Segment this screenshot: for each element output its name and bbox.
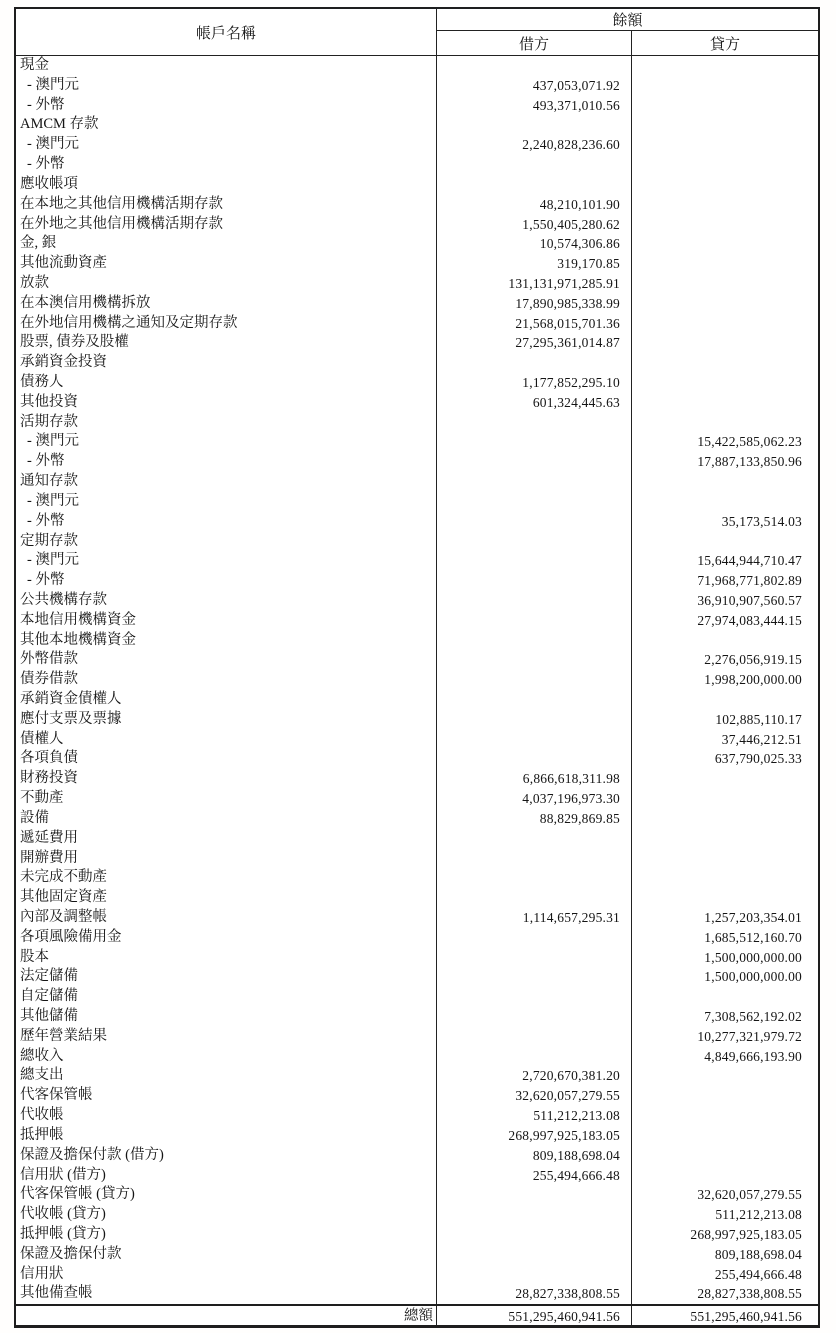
table-row	[16, 512, 818, 532]
account-name-cell: 設備	[16, 809, 437, 829]
debit-value-cell	[437, 1007, 632, 1027]
debit-value-cell: 511,212,213.08	[437, 1106, 632, 1126]
table-row	[16, 631, 818, 651]
credit-value-cell	[632, 175, 818, 195]
credit-value-cell	[632, 333, 818, 353]
account-name-cell: 承銷資金投資	[16, 353, 437, 373]
table-header	[16, 9, 818, 56]
account-name-cell: 在本澳信用機構拆放	[16, 294, 437, 314]
debit-value-cell	[437, 967, 632, 987]
debit-value-cell	[437, 512, 632, 532]
account-name-cell: 抵押帳	[16, 1126, 437, 1146]
credit-value-cell	[632, 1166, 818, 1186]
debit-value-cell	[437, 492, 632, 512]
table-row	[16, 908, 818, 928]
credit-value-cell	[632, 987, 818, 1007]
total-debit-value: 551,295,460,941.56	[437, 1306, 632, 1325]
debit-value-cell	[437, 1245, 632, 1265]
table-row	[16, 432, 818, 452]
credit-value-cell: 32,620,057,279.55	[697, 1187, 802, 1203]
credit-value-cell	[632, 1146, 818, 1166]
table-row	[16, 1146, 818, 1166]
debit-value-cell: 88,829,869.85	[437, 809, 632, 829]
credit-value-cell	[632, 314, 818, 334]
credit-value-cell: 1,998,200,000.00	[704, 672, 802, 688]
col-header-debit: 借方	[437, 31, 632, 55]
credit-value-cell: 1,500,000,000.00	[704, 969, 802, 985]
credit-value-cell	[632, 809, 818, 829]
credit-value-cell: 36,910,907,560.57	[697, 592, 802, 608]
table-row	[16, 710, 818, 730]
credit-value-cell: 511,212,213.08	[715, 1207, 802, 1223]
debit-value-cell	[437, 611, 632, 631]
account-name-cell: 本地信用機構資金	[16, 611, 437, 631]
debit-value-cell: 601,324,445.63	[437, 393, 632, 413]
table-row	[16, 115, 818, 135]
credit-value-cell: 1,500,000,000.00	[704, 949, 802, 965]
debit-value-cell	[437, 631, 632, 651]
credit-value-cell	[632, 532, 818, 552]
account-name-cell: 總支出	[16, 1066, 437, 1086]
debit-value-cell	[437, 1027, 632, 1047]
debit-value-cell	[437, 532, 632, 552]
account-name-cell: 股票, 債券及股權	[16, 333, 437, 353]
account-name-cell: - 外幣	[16, 96, 437, 116]
debit-value-cell: 255,494,666.48	[437, 1166, 632, 1186]
account-name-cell: - 澳門元	[16, 492, 437, 512]
table-row	[16, 809, 818, 829]
credit-value-cell	[632, 888, 818, 908]
debit-value-cell	[437, 690, 632, 710]
debit-value-cell	[437, 155, 632, 175]
table-row	[16, 1126, 818, 1146]
account-name-cell: 應付支票及票據	[16, 710, 437, 730]
account-name-cell: 財務投資	[16, 769, 437, 789]
credit-value-cell	[632, 56, 818, 76]
account-name-cell: 保證及擔保付款	[16, 1245, 437, 1265]
credit-value-cell	[632, 769, 818, 789]
debit-value-cell	[437, 472, 632, 492]
debit-value-cell	[437, 650, 632, 670]
credit-value-cell	[632, 868, 818, 888]
table-row	[16, 1225, 818, 1245]
credit-value-cell	[632, 492, 818, 512]
account-name-cell: 活期存款	[16, 413, 437, 433]
debit-value-cell: 6,866,618,311.98	[437, 769, 632, 789]
account-name-cell: 金, 銀	[16, 234, 437, 254]
account-name-cell: 法定儲備	[16, 967, 437, 987]
debit-value-cell	[437, 1047, 632, 1067]
table-row	[16, 135, 818, 155]
debit-value-cell	[437, 670, 632, 690]
credit-value-cell	[632, 789, 818, 809]
credit-value-cell: 255,494,666.48	[714, 1266, 802, 1282]
account-name-cell: - 澳門元	[16, 432, 437, 452]
debit-value-cell: 10,574,306.86	[437, 234, 632, 254]
account-name-cell: 遞延費用	[16, 829, 437, 849]
table-row	[16, 373, 818, 393]
table-row	[16, 1086, 818, 1106]
account-name-cell: 通知存款	[16, 472, 437, 492]
credit-value-cell: 4,849,666,193.90	[704, 1048, 802, 1064]
account-name-cell: 其他流動資產	[16, 254, 437, 274]
credit-value-cell: 35,173,514.03	[721, 513, 802, 529]
account-name-cell: - 澳門元	[16, 76, 437, 96]
account-name-cell: 在本地之其他信用機構活期存款	[16, 195, 437, 215]
account-name-cell: 在外地之其他信用機構活期存款	[16, 215, 437, 235]
table-row	[16, 987, 818, 1007]
table-row	[16, 1007, 818, 1027]
table-row	[16, 849, 818, 869]
debit-value-cell: 319,170.85	[437, 254, 632, 274]
debit-value-cell	[437, 413, 632, 433]
account-name-cell: 債權人	[16, 730, 437, 750]
account-name-cell: 外幣借款	[16, 650, 437, 670]
table-row	[16, 551, 818, 571]
credit-value-cell	[632, 631, 818, 651]
table-row	[16, 472, 818, 492]
account-name-cell: 應收帳項	[16, 175, 437, 195]
account-name-cell: 股本	[16, 948, 437, 968]
debit-value-cell	[437, 868, 632, 888]
account-name-cell: 債務人	[16, 373, 437, 393]
credit-value-cell: 268,997,925,183.05	[690, 1226, 802, 1242]
debit-value-cell	[437, 115, 632, 135]
account-name-cell: 定期存款	[16, 532, 437, 552]
table-row	[16, 611, 818, 631]
table-row	[16, 215, 818, 235]
credit-value-cell	[632, 115, 818, 135]
credit-value-cell: 15,644,944,710.47	[697, 553, 802, 569]
account-name-cell: 承銷資金債權人	[16, 690, 437, 710]
debit-value-cell	[437, 1265, 632, 1285]
total-row	[16, 1304, 818, 1325]
table-row	[16, 690, 818, 710]
table-row	[16, 195, 818, 215]
account-name-cell: 現金	[16, 56, 437, 76]
debit-value-cell	[437, 175, 632, 195]
debit-value-cell: 1,177,852,295.10	[437, 373, 632, 393]
credit-value-cell	[632, 829, 818, 849]
table-row	[16, 829, 818, 849]
account-name-cell: 債券借款	[16, 670, 437, 690]
debit-value-cell: 493,371,010.56	[437, 96, 632, 116]
credit-value-cell	[632, 274, 818, 294]
trial-balance-table	[14, 7, 820, 1328]
credit-value-cell: 2,276,056,919.15	[704, 652, 802, 668]
credit-value-cell: 27,974,083,444.15	[697, 612, 802, 628]
account-name-cell: - 澳門元	[16, 135, 437, 155]
account-name-cell: - 澳門元	[16, 551, 437, 571]
debit-value-cell	[437, 928, 632, 948]
account-name-cell: 代收帳 (貸方)	[16, 1205, 437, 1225]
total-credit-value: 551,295,460,941.56	[690, 1309, 802, 1325]
debit-value-cell	[437, 571, 632, 591]
debit-value-cell	[437, 987, 632, 1007]
credit-value-cell	[632, 234, 818, 254]
credit-value-cell: 17,887,133,850.96	[697, 454, 802, 470]
table-row	[16, 670, 818, 690]
credit-value-cell	[632, 294, 818, 314]
account-name-cell: 總收入	[16, 1047, 437, 1067]
table-row	[16, 789, 818, 809]
account-name-cell: - 外幣	[16, 155, 437, 175]
table-row	[16, 56, 818, 76]
table-row	[16, 928, 818, 948]
account-name-cell: 公共機構存款	[16, 591, 437, 611]
debit-value-cell: 48,210,101.90	[437, 195, 632, 215]
debit-value-cell: 28,827,338,808.55	[437, 1284, 632, 1304]
table-row	[16, 769, 818, 789]
account-name-cell: 放款	[16, 274, 437, 294]
table-body	[16, 56, 818, 1304]
table-row	[16, 175, 818, 195]
debit-value-cell: 27,295,361,014.87	[437, 333, 632, 353]
account-name-cell: 未完成不動產	[16, 868, 437, 888]
col-header-account-name: 帳戶名稱	[16, 9, 437, 55]
debit-value-cell: 809,188,698.04	[437, 1146, 632, 1166]
debit-value-cell	[437, 353, 632, 373]
credit-value-cell: 28,827,338,808.55	[697, 1286, 802, 1302]
table-row	[16, 1166, 818, 1186]
debit-value-cell: 21,568,015,701.36	[437, 314, 632, 334]
debit-value-cell: 2,720,670,381.20	[437, 1066, 632, 1086]
table-row	[16, 274, 818, 294]
credit-value-cell: 102,885,110.17	[715, 711, 802, 727]
table-row	[16, 888, 818, 908]
credit-value-cell: 7,308,562,192.02	[704, 1009, 802, 1024]
credit-value-cell	[632, 76, 818, 96]
account-name-cell: 代收帳	[16, 1106, 437, 1126]
debit-value-cell: 1,550,405,280.62	[437, 215, 632, 235]
debit-value-cell: 131,131,971,285.91	[437, 274, 632, 294]
credit-value-cell	[632, 155, 818, 175]
debit-value-cell	[437, 730, 632, 750]
account-name-cell: 其他儲備	[16, 1007, 437, 1027]
debit-value-cell	[437, 452, 632, 472]
table-row	[16, 492, 818, 512]
table-row	[16, 650, 818, 670]
table-row	[16, 1284, 818, 1304]
credit-value-cell: 1,685,512,160.70	[704, 929, 802, 945]
credit-value-cell	[632, 1066, 818, 1086]
table-row	[16, 1205, 818, 1225]
table-row	[16, 393, 818, 413]
account-name-cell: 其他固定資產	[16, 888, 437, 908]
credit-value-cell: 809,188,698.04	[714, 1246, 802, 1262]
credit-value-cell: 1,257,203,354.01	[704, 909, 802, 925]
debit-value-cell	[437, 849, 632, 869]
table-row	[16, 1027, 818, 1047]
table-row	[16, 155, 818, 175]
table-row	[16, 868, 818, 888]
table-row	[16, 96, 818, 116]
account-name-cell: 代客保管帳	[16, 1086, 437, 1106]
account-name-cell: 內部及調整帳	[16, 908, 437, 928]
credit-value-cell	[632, 254, 818, 274]
table-row	[16, 452, 818, 472]
table-row	[16, 1047, 818, 1067]
table-row	[16, 1066, 818, 1086]
account-name-cell: 各項風險備用金	[16, 928, 437, 948]
account-name-cell: 開辦費用	[16, 849, 437, 869]
debit-value-cell: 32,620,057,279.55	[437, 1086, 632, 1106]
account-name-cell: 其他投資	[16, 393, 437, 413]
debit-value-cell	[437, 56, 632, 76]
account-name-cell: - 外幣	[16, 571, 437, 591]
table-row	[16, 333, 818, 353]
debit-value-cell: 1,114,657,295.31	[437, 908, 632, 928]
credit-value-cell	[632, 472, 818, 492]
credit-value-cell: 15,422,585,062.23	[697, 434, 802, 450]
credit-value-cell: 37,446,212.51	[721, 731, 802, 747]
table-row	[16, 353, 818, 373]
credit-value-cell: 637,790,025.33	[714, 751, 802, 767]
debit-value-cell	[437, 1185, 632, 1205]
table-row	[16, 1245, 818, 1265]
account-name-cell: 不動產	[16, 789, 437, 809]
table-row	[16, 294, 818, 314]
account-name-cell: 信用狀	[16, 1265, 437, 1285]
col-header-credit: 貸方	[709, 36, 740, 53]
credit-value-cell	[632, 353, 818, 373]
debit-value-cell: 268,997,925,183.05	[437, 1126, 632, 1146]
table-row	[16, 749, 818, 769]
credit-value-cell	[632, 413, 818, 433]
account-name-cell: 代客保管帳 (貸方)	[16, 1185, 437, 1205]
debit-value-cell: 2,240,828,236.60	[437, 135, 632, 155]
account-name-cell: - 外幣	[16, 512, 437, 532]
credit-value-cell	[632, 135, 818, 155]
debit-value-cell	[437, 749, 632, 769]
account-name-cell: 歷年營業結果	[16, 1027, 437, 1047]
table-row	[16, 254, 818, 274]
table-row	[16, 1185, 818, 1205]
debit-value-cell: 4,037,196,973.30	[437, 789, 632, 809]
account-name-cell: 自定儲備	[16, 987, 437, 1007]
credit-value-cell: 71,968,771,802.89	[697, 573, 802, 589]
table-row	[16, 314, 818, 334]
debit-value-cell	[437, 591, 632, 611]
table-row	[16, 967, 818, 987]
account-name-cell: 其他備查帳	[16, 1284, 437, 1304]
account-name-cell: 其他本地機構資金	[16, 631, 437, 651]
credit-value-cell	[632, 1086, 818, 1106]
total-label: 總額	[16, 1306, 437, 1325]
debit-value-cell	[437, 888, 632, 908]
table-row	[16, 1265, 818, 1285]
account-name-cell: 保證及擔保付款 (借方)	[16, 1146, 437, 1166]
table-row	[16, 532, 818, 552]
credit-value-cell	[632, 690, 818, 710]
col-header-balance: 餘額	[437, 9, 818, 31]
debit-value-cell: 437,053,071.92	[437, 76, 632, 96]
table-row	[16, 730, 818, 750]
debit-value-cell	[437, 710, 632, 730]
table-row	[16, 591, 818, 611]
account-name-cell: AMCM 存款	[16, 115, 437, 135]
credit-value-cell: 10,277,321,979.72	[697, 1028, 802, 1044]
credit-value-cell	[632, 393, 818, 413]
credit-value-cell	[632, 1126, 818, 1146]
debit-value-cell	[437, 551, 632, 571]
debit-value-cell	[437, 1225, 632, 1245]
account-name-cell: - 外幣	[16, 452, 437, 472]
debit-value-cell	[437, 432, 632, 452]
table-row	[16, 1106, 818, 1126]
debit-value-cell	[437, 829, 632, 849]
credit-value-cell	[632, 849, 818, 869]
table-row	[16, 413, 818, 433]
account-name-cell: 信用狀 (借方)	[16, 1166, 437, 1186]
debit-value-cell	[437, 1205, 632, 1225]
credit-value-cell	[632, 215, 818, 235]
credit-value-cell	[632, 96, 818, 116]
table-row	[16, 76, 818, 96]
credit-value-cell	[632, 1106, 818, 1126]
account-name-cell: 抵押帳 (貸方)	[16, 1225, 437, 1245]
debit-value-cell: 17,890,985,338.99	[437, 294, 632, 314]
account-name-cell: 在外地信用機構之通知及定期存款	[16, 314, 437, 334]
table-row	[16, 234, 818, 254]
account-name-cell: 各項負債	[16, 749, 437, 769]
table-row	[16, 948, 818, 968]
table-row	[16, 571, 818, 591]
debit-value-cell	[437, 948, 632, 968]
credit-value-cell	[632, 373, 818, 393]
credit-value-cell	[632, 195, 818, 215]
